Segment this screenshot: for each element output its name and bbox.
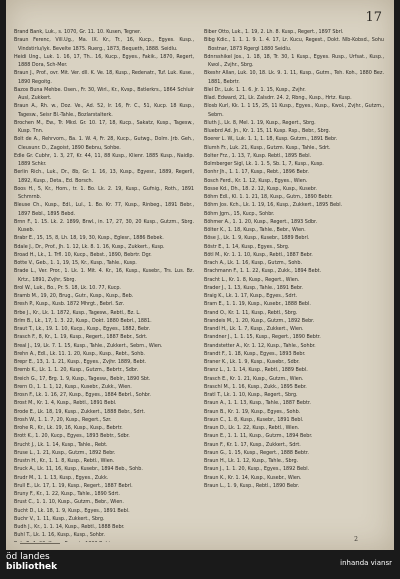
page-number: 17 xyxy=(365,10,382,25)
brand-tagline: inhanda viansr xyxy=(340,559,392,567)
directory-entry: Brandt F., 1. 18, Kusp., Egyes., 1893 Bebr. xyxy=(204,350,306,357)
directory-entry: Bölter K., 1. 18, Kusp., Tahle., Bebr., Wien. xyxy=(204,227,306,233)
directory-entry: Bdale J., Dr., Prof., Jh. 1. 12, Lk. 8. 1. 16, Kusp., Zukkert., Kusp. xyxy=(14,243,165,250)
directory-entry: Brade L., Ver. Pror., 1. Lk. 1. Mit. 4. Kr., 16, Kusp., Kusebr., Trs. Lus. Bz. Krtz., 1891, Zvjhr, Sbrg. xyxy=(14,268,194,283)
directory-entry: Brbe J., Kr., Lk. 1. 1872, Kusp., Tagesw., Rebtl., Bz. L. xyxy=(14,309,141,316)
directory-entry: Böhm Edl., Kl. 1. 1. 21, 18, Kusp., Gutm., 1890 Bebtr. xyxy=(204,194,333,200)
directory-entry: Brudr M., 1. 1. 13, Kusp., Egyes., Zukk. xyxy=(14,474,109,481)
directory-entry: Buchr V., 1. 11, Kusp., Zukkert., Sbrg. xyxy=(14,515,105,522)
directory-entry: Braun E., 1. 1. 11, Kusp., Gutzm., 1894 Bebr. xyxy=(204,433,313,440)
directory-entry: Blel Dr., Luk. 1. 1. 6. Jr. 1. 15, Kusp., Zvjhr. xyxy=(204,86,306,93)
directory-entry: Bdnrsshikel Jos., 1. 18, 18, Tr. 30, 1 Kusp., Egyes. Rusp., Urfsat., Kusp., Kwol., Zvjhr., Sbrg. xyxy=(204,53,384,68)
directory-entry: Brehn A., Edl., Lk. 11. 1. 20, Kusp., Kusp., Rebt., Sohb. xyxy=(14,350,145,357)
directory-entry xyxy=(14,540,194,543)
directory-entry: Bluebrd Ad. Jn., Kr. 1. 15, 11 Kusp. Rsp., Bebr., Sbrg. xyxy=(204,128,331,134)
directory-entry: Braun A., 1. 1. 13, Kusp., Tahle., 1887 Bebtr. xyxy=(204,400,311,407)
directory-entry: Bramb M., 19, 20, Brug., Gutr., Kusp., Kusp., Beb. xyxy=(14,293,134,299)
directory-entry: Biber Otto, Luk., 1. 19, 2. Lh. 8. Kusp., Regert., 1897 Sbrl. xyxy=(204,29,344,35)
directory-entry: Brohe R., Kr., Lk. 19, 16, Kusp., Kusp., Bebrtr. xyxy=(14,425,123,431)
directory-entry: Boerer L. W., Luk. 1. 1, 1. 18, Kusp. Gutzm., 1891 Bebr. xyxy=(204,136,338,143)
directory-entry: Brandl H., Lk. 1. 7, Kusp., Zukkert., Wien. xyxy=(204,326,304,332)
directory-entry: Blosb Kurl, Kk. 1. 1 15, 25, 11 Kusp., Egyes., Kusp., Kwol., Zvjhr., Gutzm., Sebrn. xyxy=(204,103,384,118)
directory-entry: Brabr E., 15, 15, 8, Lh. 18, 19, 30, Kusp., Eglesr., 1886 Bebek. xyxy=(14,235,164,242)
directory-entry: Brasch F., 8, Kr., 1. 19, Kusp., Regert., 1887 Bebr., Sdrt. xyxy=(14,334,148,341)
directory-entry: Brochen M., Ew., Tr. Mkd. Gr. 10. 17, 18, Kucp., Sakatz, Kusp., Tagesw., Kusp. Tnn. xyxy=(14,119,194,134)
directory-entry: Bkeshr Allan, Luk. 10, 18. Lk. 9. 1. 11, Kusp., Gutm., Teh. Koh., 1880 Bez. 1881, Bebrtr. xyxy=(204,70,384,85)
directory-entry: Brott K., 1. 20, Kucp., Egyes., 1893 Bebtr., Sdbr. xyxy=(14,433,130,440)
directory-entry: Braun K., Kr. 1. 14, Kusp., Kusebr., Wien. xyxy=(204,474,302,481)
directory-entry: Breich G., 17, Brg. 1. 9, Kusp., Tagesw., Beblr., 1890 Sbt. xyxy=(14,375,151,382)
directory-entry: Brode E., Lk. 18, 19, Kusp., Zukkert., 1888 Bebr., Sdrt. xyxy=(14,408,146,415)
directory-entry: Böhm Jos. Kch., Lk. 1. 19, 16, Kusp., Zukkert., 1895 Bebl. xyxy=(204,202,343,209)
directory-entry: Bosch Ferd., Kr. 1. 12, Kusp., Egyes., Wien. xyxy=(204,177,308,184)
directory-entry: Braner K., Lk. 1. 9, Kusp., Kusebr., Sdbr. xyxy=(204,359,300,365)
directory-entry: Edle Gr. Cubhr, 1. 3, 27, Kr. 44, 11, 88 Kusp., Klienr. 1885 Kusp., Naidlp. 1889 Schkr. xyxy=(14,152,194,167)
directory-entry: Bruse L., 1. 21, Kusp., Gutzm., 1892 Bebr. xyxy=(14,449,116,456)
directory-entry: Broad H., Lk., 1. Trfl. 10, Kucp., Bebst., 1890, Bebrtr. Dgr. xyxy=(14,251,152,258)
directory-entry: Botte V., Geb., 1. 1, 19, 15, Kr., Kusp., Tahle., Kusp. xyxy=(14,260,137,266)
directory-entry: Bonhr Jh., 1. 1. 17, Kusp., Rebt., 1896 Bebr. xyxy=(204,169,309,176)
left-column xyxy=(14,28,194,542)
directory-entry: Bibg Kdic., 1. 1. 1. 9. 1. 4. 17, Lr. Kucu, Regest., Dokt. Nlb-Kobsd., Sohu Bostnar, 1873 Rgergl 1880 Seidlu. xyxy=(204,37,384,52)
right-column xyxy=(204,28,384,542)
directory-entry: Braun L., 1. 9, Kusp., Rebtl., 1890 Bebr. xyxy=(204,482,300,489)
directory-entry: Brern O., 1. 1. 1, 12, Kusp., Kusebr., Zukk., Wien. xyxy=(14,383,132,390)
directory-entry: Brustn H., Kr., 1. 1. 8, Kusp., Rebtl., Wien. xyxy=(14,458,115,464)
directory-entry: Braun H., Lk. 1. 12, Kusp., Tahle., Sbrg. xyxy=(204,458,299,464)
directory-entry: Brull E., Lk. 17, 1. 19, Kusp., Regert., 1887 Bebrl. xyxy=(14,482,133,489)
directory-entry: Braun B., Kr. 1. 19, Kusp., Egyes., Sohb. xyxy=(204,408,301,415)
directory-entry: Bresh P., Kusp., Kusb. 1872 Mhrgt., Bebrl. Szr. xyxy=(14,301,125,308)
directory-entry: Brust C., 1. 1. 10, Kusp., Gutzm., Bebr., Wien. xyxy=(14,499,124,506)
directory-entry: Bracht L., Kr. 1. 8, Kusp., Regert., Wien. xyxy=(204,276,300,283)
footnote-rule xyxy=(20,543,60,544)
directory-entry: Böstr E., 1. 14, Kusp., Egyes., Sbrg. xyxy=(204,243,290,250)
directory-entry: Bolter Frz., 1. 13, 7, Kusp. Rebtl., 1895 Bebl. xyxy=(204,152,312,159)
library-brand-bar xyxy=(0,550,400,579)
directory-entry: Brandner J., 1. 1. 15, Kusp., Regert., 1890 Bebtr. xyxy=(204,334,321,341)
directory-entry: Braun A., Rh. w., Doz. Ve., Ad. 52, Ir. 16, Fr. C., 51, Kucp. 18 Kusp., Tagesw., Seisr Bl.-Tahle., Bozlarstalterk. xyxy=(14,103,194,118)
directory-entry: Breal J., 19, Lk. 7. 1. 15, Kusp., Tahle., Zukkert., Sebrn., Wien. xyxy=(14,342,163,349)
directory-entry: Braun C., 1. 8, Kusp., Kusebr., 1891 Bebl. xyxy=(204,416,304,423)
directory-entry: Braun F., Kr. 1. 17, Kusp., Zukkert., Sdrt. xyxy=(204,441,301,448)
directory-entry: Blumh Fr., Luk. 21, Kusp., Gutzm. Kusp., Tahle., Sdrt. xyxy=(204,144,331,151)
directory-entry: Bram E., 1. 1. 19, Kusp., Kusebr., 1888 Bebl. xyxy=(204,301,311,308)
directory-entry: Bruck A., Lk. 11, 16, Kusp., Kusebr., 1894 Beb., Sohb. xyxy=(14,466,143,473)
directory-entry: Böhm Jgm., 15, Kucp., Sohbr. xyxy=(204,210,275,217)
directory-entry: Bratl T., Lk. 1. 10, Kusp., Regert., Sbrg. xyxy=(204,392,298,398)
directory-entry: Braun G., 1. 15, Kusp., Regert., 1888 Bebtr. xyxy=(204,449,309,456)
directory-entry: Bleuse Ch., Kusp., Edl., Lul., 1. Bo. Kr. 77, Kusp., Rinbeg., 1891 Bebr., 1897 Bebl., 1895 Bebd. xyxy=(14,202,194,217)
directory-entry: Brucht J., Lk. 1. 14, Kusp., Tahle., Rebt. xyxy=(14,441,108,448)
directory-entry: Brosh W., 1. 1. 7, 20, Kusp., Regert., Szr. xyxy=(14,416,112,423)
directory-entry: Brlm B., Lk., 17, 1. 3. 22, Kusp., Dokt. 1880 Bebrl., 1881. xyxy=(14,317,152,324)
scanned-page xyxy=(6,0,394,550)
directory-entry: Branz L., 1. 1. 14, Kusp., Rebtl., 1889 Bebl. xyxy=(204,367,308,374)
directory-entry: Boos H., 5, Kr., Hom., tr. 1. Bo. Lk. 2. 19, Kusp., Gufnig., Roth., 1891 Schmrnb. xyxy=(14,185,194,200)
directory-entry: Blad. Edward, 21, Lk. Zalsdrr. 24. 2, Rbng., Kusp., Hrtz. Kusp. xyxy=(204,95,352,101)
logo-line-1: öd landes xyxy=(6,552,50,562)
directory-entry: Braun D., Lk. 1. 22, Kusp., Rebtl., Wien. xyxy=(204,425,300,431)
directory-entry: Bluth J., Lk. 8, Mel. 1. 19, Kusp., Regert., Sbrg. xyxy=(204,119,316,126)
directory-entry: Brepr E., 13, 1. 1. 21, Kusp., Egyes., Zvjhr. 1889, Bebt. xyxy=(14,359,147,365)
directory-entry: Braun Ferenc, Vill.Ug., Ma. IX. Kr., Tr., 16, Kucp., Egyes. Kusp., Vindstirlu/iyk. Bevelte 1875. Ruerg., 1873, Bequeth, 1888. Seidlu. xyxy=(14,37,194,52)
directory-entry: Bosse Kd., Dh., 18. 2. 12, Kusp., Kusp., Kusebr. xyxy=(204,185,317,192)
directory-entry: Böse J., Lk. 1. 9, Kusp., Kusebr., 1889 Bebrl. xyxy=(204,235,310,242)
directory-entry: Brnn F., 1. 15. Lk. 2. 1899, Brwl., in. 17, 27, 30, 20 Kusp., Gutzm., Sbrg. Kuseb. xyxy=(14,218,194,233)
directory-entry: Brand Bank, Luk., s. 1070, Gr. 11. 10. Kusen, Tegner. xyxy=(14,29,142,35)
library-logo[interactable] xyxy=(6,552,57,572)
directory-entry: Brandstetter A., Kr. 1. 12, Kusp., Tahle., Sohbr. xyxy=(204,342,316,349)
directory-entry: Brachmann F., 1. 1. 22, Kusp., Zukk., 1894 Bebt. xyxy=(204,268,322,275)
directory-entry: Braun J., Prof., ovr. Mit. Ver. dll. K. Ve. 18, Kusp., Redenatr., Tuf. Luk. Kuse., 1890 Regoitg. xyxy=(14,70,194,85)
directory-entry: Bazos Buna Mehbe. Osen., Fr. 30, Wirl., Kr., Kvsp., Bstlerkrs., 1864 Schluir Ausl, Zukkert. xyxy=(14,86,194,101)
directory-entry: Braig K., Lk. 1. 17, Kusp., Egyes., Sdrt. xyxy=(204,293,298,299)
directory-entry: Brader J., 1. 13, Kusp., Tahle., 1891 Bebr. xyxy=(204,284,303,291)
logo-line-2: bibliothek xyxy=(6,562,58,572)
directory-entry: Brol W., Luk., Bo., Pr. 5. 18, Lk. 10. 77, Kucp. xyxy=(14,284,121,291)
directory-entry: Bremb K., Lk. 1. 1. 20, Kusp., Gutzm., Bebrtr., Sdbr. xyxy=(14,367,139,374)
directory-entry: Bruny F., Kr., 1. 22, Kusp., Tahle., 1890 Sdrt. xyxy=(14,491,120,497)
directory-entry: Böhmer A., 1. 1. 20, Kusp., Regert., 1893 Sdbr. xyxy=(204,218,318,225)
directory-entry: Brasch E., Kr. 1. 21, Kusp., Gutzm., Wien. xyxy=(204,375,304,382)
directory-entry: Brach A., Lk. 1. 16, Kusp., Gutzm., Sohb. xyxy=(204,260,302,266)
directory-entry: Heidi Ung., Luk. 1. 16, 17, Th.. 16, Kucp., Egyes., Fakik., 1870, Regert, 1888 Dora, Sch-Mer. xyxy=(14,53,194,68)
directory-entry: Bucht D., Lk. 18, 1. 9, Kusp., Egyes., 1891 Bebl. xyxy=(14,507,130,514)
directory-entry: Budh J., Kr., 1. 1. 14, Kusp., Rebtl., 1888 Bebr. xyxy=(14,524,125,530)
directory-entry: Brost M., Kr. 1. 4, Kusp., Rebtl., 1891 Bebl. xyxy=(14,400,117,407)
directory-entry: Braschl M., 1. 16, Kusp., Zukk., 1895 Bebr. xyxy=(204,383,307,390)
directory-entry: Brand O., Kr. 1. 11, Kusp., Rebtl., Sbrg. xyxy=(204,309,298,316)
directory-entry: Brosn F., Lk. 1. 16, 27, Kusp., Egyes., 1884 Bebrl., Sohbr. xyxy=(14,392,151,398)
footer-mark: 2 xyxy=(354,536,358,543)
directory-entry: Braun J., 1. 1. 20, Kusp., Egyes., 1892 Bebl. xyxy=(204,466,310,473)
directory-entry: Buhl T., Lk. 1. 16, Kusp., Kusp., Sohbr. xyxy=(14,532,105,539)
directory-entry: Bolmberger Sigl, Lk. 1. 1. 5, Sb. 1, 7, Kusp., Kusp. xyxy=(204,161,324,167)
directory-entry: Brandeis M., 1. 20, Kusp., Gutzm., 1892 Bebr. xyxy=(204,317,315,324)
directory-entry: Bötl M., Kr. 1. 1. 10, Kusp., Rebtl., 1887 Bebr. xyxy=(204,251,313,258)
directory-entry: Berlin Rich., Luk., Dr., 8b, Gr. 1. 16, 13, Kusp., Egyesr., 1889, Regerll, 1892, Kusp., Deta., Ed. Borsch. xyxy=(14,169,194,184)
directory-entry: Bolt de A., Rehrvom., Ba. 1. W. 4, Fr. 28, Kucp., Gutwg., Dolm. Jrb. Geh., Cleusunr. D., Zagoist, 1890 Bebnu, Sohbe. xyxy=(14,136,194,151)
directory-entry: Braut T., Lk., 19. 1. 10, Kucp., Kusp., Egyes., 1882, Bebr. xyxy=(14,326,151,332)
